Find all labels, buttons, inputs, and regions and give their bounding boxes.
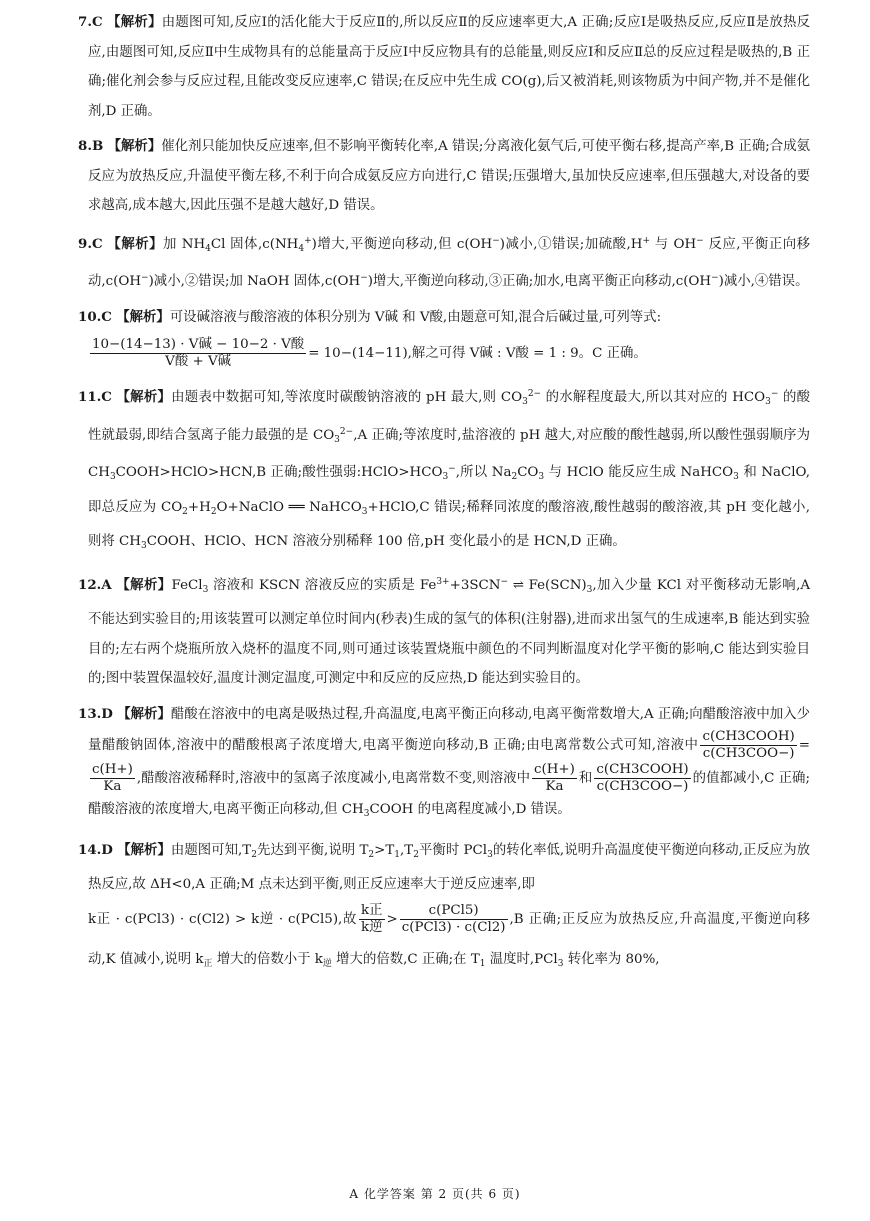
answer-number: 8.B [78, 138, 104, 154]
answer-number: 10.C [78, 308, 112, 325]
answer-number: 11.C [78, 389, 112, 405]
answer-item-7 [78, 8, 810, 126]
fraction: $\frac{\text{k正}}{\text{k逆}}$ [361, 902, 383, 935]
fraction: $\frac{\text{c(CH3COOH)}}{\text{c(CH3COO−)}}$ [596, 762, 689, 794]
analysis-tag: 【解析】 [116, 389, 172, 405]
fraction: $\frac{\text{c(CH3COOH)}}{\text{c(CH3COO−)}}$ [702, 729, 795, 761]
analysis-text: 加 $NH_4Cl$ 固体$,c(NH_4^+)$增大,平衡逆向移动,但 c(OH−)减小,①错误;加硫酸,H+ 与 OH− 反应,平衡正向移动,c(OH−)减小,②错误;加 NaOH 固体,c(OH−)增大,平衡逆向移动,③正确;加水,电离平衡正向移动,c(OH−)减小,④错误。 [88, 235, 811, 289]
answer-item-10 [78, 303, 810, 375]
analysis-tag: 【解析】 [107, 14, 162, 30]
answer-item-8 [78, 132, 811, 221]
analysis-text: FeCl$_3$ 溶液和 KSCN 溶液反应的实质是 $Fe^{3+}+3SCN^-$ ⇌ $Fe(SCN)_3$,加入少量 KCl 对平衡移动无影响,A 不能达到实验目的;用该装置可以测定单位时间内(秒表)生成的氢气的体积(注射器),进而求出氢气的生成速率,B 能达到实验目的;左右两个烧瓶所放入烧杯的温度不同,则可通过该装置烧瓶中颜色的不同判断温度对化学平衡的影响,C 能达到实验目的;图中装置保温较好,温度计测定温度,可测定中和反应的反应热,D 能达到实验目的。 [88, 576, 810, 686]
analysis-text: 可设碱溶液与酸溶液的体积分别为 V碱 和 V酸,由题意可知,混合后碱过量,可列等式: [169, 309, 662, 325]
fraction: $\frac{c(H+)}{Ka}$ [92, 762, 133, 794]
page-footer: A 化学答案 第 2 页(共 6 页) [349, 1187, 521, 1201]
analysis-tag: 【解析】 [116, 308, 170, 325]
answer-number: 13.D [78, 705, 113, 722]
answer-number: 7.C [78, 14, 103, 30]
analysis-tag: 【解析】 [107, 138, 162, 154]
analysis-text: 醋酸在溶液中的电离是吸热过程,升高温度,电离平衡正向移动,电离平衡常数增大,A 正确;向醋酸溶液中加入少量醋酸钠固体,溶液中的醋酸根离子浓度增大,电离平衡逆向移动,B 正确;由电离常数公式可知,溶液中 [88, 706, 810, 753]
analysis-text: 由题图可知$,T_2$先达到平衡,说明 $T_2>T_1,T_2$平衡时 PCl$_3$的转化率低,说明升高温度使平衡逆向移动,正反应为放热反应,故 ΔH<0,A 正确;M 点未达到平衡,则正反应速率大于逆反应速率,即 [88, 842, 811, 892]
answer-number: 9.C [78, 235, 103, 252]
answer-item-11 [78, 380, 811, 562]
fraction: $\frac{c(H+)}{Ka}$ [534, 762, 575, 794]
analysis-text: 由题表中数据可知,等浓度时碳酸钠溶液的 pH 最大,则 $CO_3^{2-}$ 的水解程度最大,所以其对应的 $HCO_3^-$ 的酸性就最弱,即结合氢离子能力最强的是 $CO_3^{2-},A$ 正确;等浓度时,盐溶液的 pH 越大,对应酸的酸性越弱,所以酸性强弱顺序为 $CH_3COOH>HClO>HCN,B$ 正确;酸性强弱$:HClO>HCO_3^-$,所以 $Na_2CO_3$ 与 HClO 能反应生成 NaHCO$_3$ 和 NaClO,即总反应为 $CO_2+H_2O+NaClO$ ══ NaHCO$_3$+HClO,C 错误;稀释同浓度的酸溶液,酸性越弱的酸溶液,其 pH 变化越小,则将 $CH_3COOH$、HClO、HCN 溶液分别稀释 100 倍,pH 变化最小的是 HCN,D 正确。 [88, 389, 811, 551]
answer-item-14: 14.D 【解析】由题图可知$,T_2$先达到平衡,说明 $T_2>T_1,T_2$平衡时 PCl$_3$的转化率低,说明升高温度使平衡逆向移动,正反应为放热反应,故 ΔH<0,A 正确;M 点未达到平衡,则正反应速率大于逆反应速率,即 k正 · c(PCl3) · c(Cl2) > k逆 · c(PCl5),故 $\frac{\text{k正}}{\text{k逆}}$ > $\frac{\text{c(PCl5)}}{\text{c(PCl3) · c(Cl2)}}$ ,B 正确;正反应为放热反应,升高温度,平衡逆向移动,K 值减小,说明 $k_正$ 增大的倍数小于 $k_逆$ 增大的倍数,C 正确;在 $T_1$ 温度时,PCl$_3$ 转化率为 80%, [78, 841, 811, 969]
analysis-text: 催化剂只能加快反应速率,但不影响平衡转化率,A 错误;分离液化氨气后,可使平衡右移,提高产率,B 正确;合成氨反应为放热反应,升温使平衡左移,不利于向合成氨反应方向进行,C 错误;压强增大,虽加快反应速率,但压强越大,对设备的要求越高,成本越大,因此压强不是越大越好,D 错误。 [88, 139, 811, 213]
equation: $\frac{\text{10−(14−13) · V碱 − 10−2 · V酸}}{\text{V酸 + V碱}}$ = 10−(14−11),解之可得 V碱 : V酸 = 1 : 9。C 正确。 [92, 337, 647, 369]
analysis-tag: 【解析】 [117, 841, 171, 858]
answer-number: 12.A [78, 576, 112, 593]
answer-item-12 [78, 568, 810, 694]
answer-number: 14.D [78, 841, 113, 858]
analysis-tag: 【解析】 [107, 235, 164, 252]
answer-item-9 [78, 227, 811, 297]
analysis-tag: 【解析】 [116, 576, 172, 593]
analysis-text: 由题图可知,反应Ⅰ的活化能大于反应Ⅱ的,所以反应Ⅱ的反应速率更大,A 正确;反应Ⅰ是吸热反应,反应Ⅱ是放热反应,由题图可知,反应Ⅱ中生成物具有的总能量高于反应Ⅰ中反应物具有的总能量,则反应Ⅰ和反应Ⅱ总的反应过程是吸热的,B 正确;催化剂会参与反应过程,且能改变反应速率,C 错误;在反应中先生成 CO(g),后又被消耗,则该物质为中间产物,并不是催化剂,D 正确。 [88, 15, 810, 119]
answer-item-13: 13.D 【解析】醋酸在溶液中的电离是吸热过程,升高温度,电离平衡正向移动,电离平衡常数增大,A 正确;向醋酸溶液中加入少量醋酸钠固体,溶液中的醋酸根离子浓度增大,电离平衡逆向移动,B 正确;由电离常数公式可知,溶液中 $\frac{\text{c(CH3COOH)}}{\text{c(CH3COO−)}}$ = $\frac{c(H+)}{Ka}$ ,醋酸溶液稀释时,溶液中的氢离子浓度减小,电离常数不变,则溶液中 $\frac{c(H+)}{Ka}$ 和 $\frac{\text{c(CH3COOH)}}{\text{c(CH3COO−)}}$ 的值都减小,C 正确;醋酸溶液的浓度增大,电离平衡正向移动,但 $CH_3COOH$ 的电离程度减小,D 错误。 [78, 705, 810, 819]
analysis-tag: 【解析】 [117, 705, 171, 722]
fraction: $\frac{\text{10−(14−13) · V碱 − 10−2 · V酸}}{\text{V酸 + V碱}}$ [92, 337, 305, 369]
fraction: $\frac{\text{c(PCl5)}}{\text{c(PCl3) · c(Cl2)}}$ [401, 902, 506, 935]
